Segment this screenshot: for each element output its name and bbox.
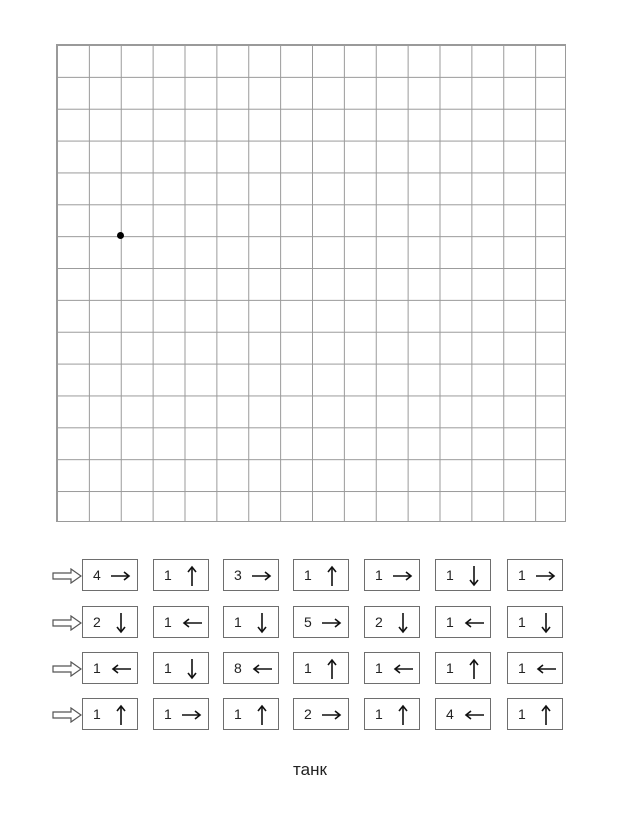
row-pointer-arrow-icon: [52, 615, 82, 631]
command-cell: [223, 559, 279, 591]
step-count: 1: [518, 706, 526, 722]
row-pointer-arrow-icon: [52, 661, 82, 677]
command-cell: [153, 559, 209, 591]
command-cell: [364, 652, 420, 684]
arrow-up-icon: [534, 703, 558, 727]
command-row-2: [52, 606, 572, 640]
step-count: 1: [446, 660, 454, 676]
row-pointer-arrow-icon: [52, 707, 82, 723]
step-count: 1: [164, 706, 172, 722]
arrow-down-icon: [250, 611, 274, 635]
arrow-down-icon: [534, 611, 558, 635]
step-count: 8: [234, 660, 242, 676]
step-count: 1: [93, 706, 101, 722]
command-cell: [223, 652, 279, 684]
step-count: 1: [375, 706, 383, 722]
step-count: 1: [518, 567, 526, 583]
command-cell: [293, 559, 349, 591]
step-count: 1: [304, 567, 312, 583]
arrow-right-icon: [391, 564, 415, 588]
arrow-right-icon: [320, 703, 344, 727]
arrow-left-icon: [250, 657, 274, 681]
arrow-up-icon: [250, 703, 274, 727]
command-cell: [507, 559, 563, 591]
arrow-right-icon: [250, 564, 274, 588]
command-cell: [293, 652, 349, 684]
step-count: 5: [304, 614, 312, 630]
command-cell: [364, 559, 420, 591]
command-row-4: [52, 698, 572, 732]
arrow-down-icon: [180, 657, 204, 681]
step-count: 2: [304, 706, 312, 722]
start-point-dot: [117, 232, 124, 239]
arrow-left-icon: [180, 611, 204, 635]
command-cell: [153, 698, 209, 730]
arrow-up-icon: [180, 564, 204, 588]
step-count: 4: [446, 706, 454, 722]
step-count: 1: [164, 567, 172, 583]
command-cell: [435, 698, 491, 730]
command-cell: [435, 652, 491, 684]
command-cell: [435, 606, 491, 638]
arrow-right-icon: [109, 564, 133, 588]
step-count: 1: [446, 614, 454, 630]
arrow-up-icon: [391, 703, 415, 727]
arrow-right-icon: [534, 564, 558, 588]
step-count: 2: [93, 614, 101, 630]
step-count: 1: [304, 660, 312, 676]
command-cell: [364, 698, 420, 730]
command-cell: [82, 698, 138, 730]
step-count: 1: [375, 567, 383, 583]
step-count: 1: [164, 614, 172, 630]
step-count: 1: [234, 706, 242, 722]
arrow-left-icon: [534, 657, 558, 681]
command-cell: [223, 698, 279, 730]
command-cell: [364, 606, 420, 638]
caption-label: танк: [293, 760, 327, 779]
arrow-up-icon: [462, 657, 486, 681]
command-cell: [82, 652, 138, 684]
command-cell: [223, 606, 279, 638]
command-cell: [435, 559, 491, 591]
command-cell: [153, 652, 209, 684]
arrow-up-icon: [320, 564, 344, 588]
arrow-down-icon: [462, 564, 486, 588]
command-cell: [507, 652, 563, 684]
arrow-right-icon: [180, 703, 204, 727]
command-cell: [507, 698, 563, 730]
command-cell: [293, 698, 349, 730]
step-count: 3: [234, 567, 242, 583]
arrow-left-icon: [462, 703, 486, 727]
arrow-left-icon: [391, 657, 415, 681]
drawing-grid: [56, 44, 566, 522]
step-count: 1: [93, 660, 101, 676]
arrow-right-icon: [320, 611, 344, 635]
step-count: 1: [446, 567, 454, 583]
arrow-left-icon: [462, 611, 486, 635]
arrow-up-icon: [320, 657, 344, 681]
arrow-down-icon: [391, 611, 415, 635]
command-cell: [153, 606, 209, 638]
step-count: 1: [164, 660, 172, 676]
step-count: 1: [518, 614, 526, 630]
row-pointer-arrow-icon: [52, 568, 82, 584]
step-count: 1: [375, 660, 383, 676]
arrow-up-icon: [109, 703, 133, 727]
command-cell: [507, 606, 563, 638]
command-row-1: [52, 559, 572, 593]
command-row-3: [52, 652, 572, 686]
command-cell: [82, 606, 138, 638]
arrow-left-icon: [109, 657, 133, 681]
command-cell: [293, 606, 349, 638]
step-count: 1: [518, 660, 526, 676]
step-count: 1: [234, 614, 242, 630]
command-cell: [82, 559, 138, 591]
step-count: 4: [93, 567, 101, 583]
step-count: 2: [375, 614, 383, 630]
arrow-down-icon: [109, 611, 133, 635]
